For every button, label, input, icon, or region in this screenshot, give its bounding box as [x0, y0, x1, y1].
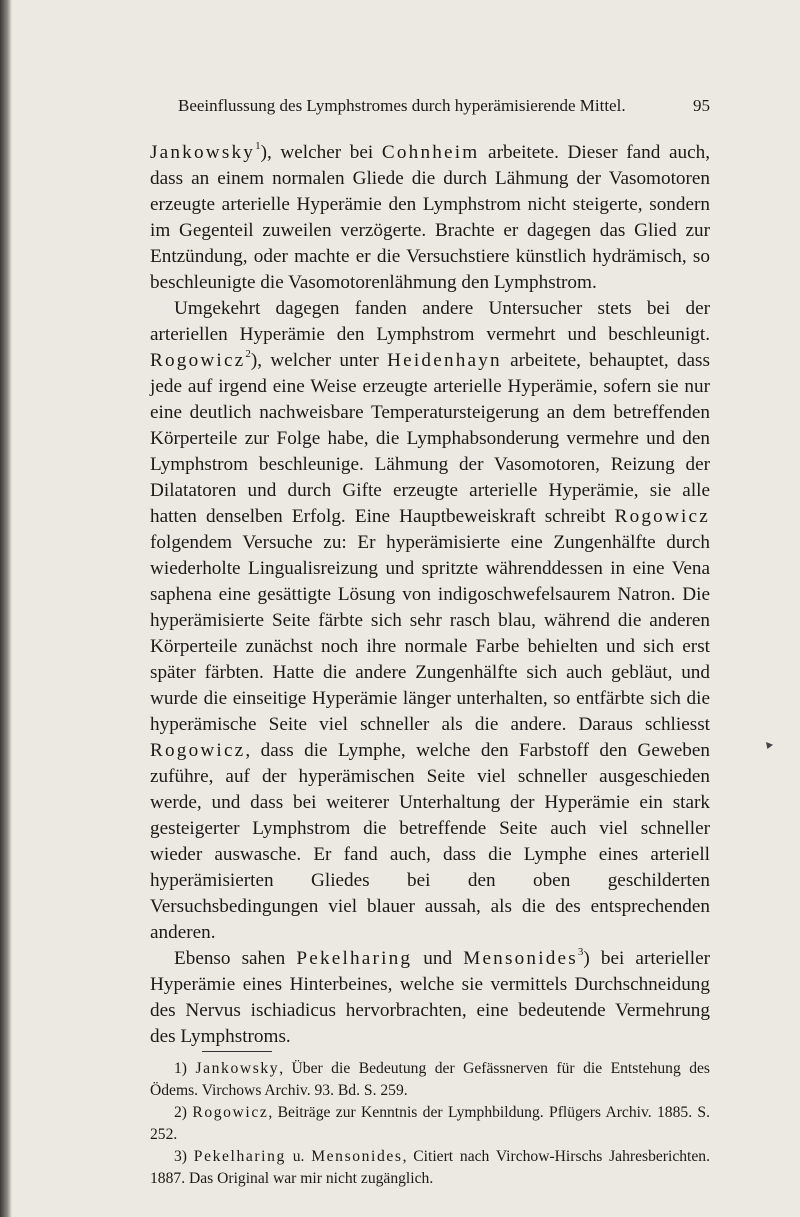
- author-name: Heidenhayn: [387, 350, 502, 371]
- footnote: [150, 1058, 710, 1102]
- text-run: Ebenso sahen: [174, 948, 297, 969]
- footnotes: [150, 1058, 710, 1190]
- author-name: Jankowsky: [195, 1060, 280, 1077]
- text-run: arbeitete, behauptet, dass jede auf irgend eine Weise erzeugte arterielle Hyperämie, sofern sie nur eine deutlich nachweisbare Temperatursteigerung an dem betreffenden Körperteile zur Folge habe, die Lymphabsonderung vermehre und den Lymphstrom beschleunige. Lähmung der Vasomotoren, Reizung der Dilatatoren und durch Gifte erzeugte arterielle Hyperämie, sie alle hatten denselben Erfolg. Eine Hauptbeweiskraft schreibt: [150, 350, 710, 527]
- author-name: Rogowicz: [614, 506, 710, 527]
- text-run: ), welcher bei: [260, 142, 382, 163]
- scan-speck: [766, 742, 773, 749]
- text-run: , Beiträge zur Kenntnis der Lymphbildung. Pflügers Archiv. 1885. S. 252.: [150, 1104, 711, 1143]
- text-run: und: [412, 948, 464, 969]
- author-name: Rogowicz: [150, 740, 246, 761]
- footnote: [150, 1102, 710, 1146]
- footnote-marker: 2: [245, 347, 251, 360]
- footnote-marker: 3: [577, 945, 584, 958]
- author-name: Cohnheim: [381, 142, 480, 163]
- text-run: 3): [174, 1148, 194, 1165]
- author-name: Mensonides: [311, 1148, 403, 1165]
- text-run: arbeitete. Dieser fand auch, dass an einem normalen Gliede die durch Lähmung der Vasomotoren erzeugte arterielle Hyperämie den Lymphstrom nicht steigerte, sondern im Gegenteil zuweilen verzögerte. Brachte er dagegen das Glied zur Entzündung, oder machte er die Versuchstiere künstlich hydrämisch, so beschleunigte die Vasomotorenlähmung den Lymphstrom.: [150, 142, 710, 293]
- paragraph: [150, 946, 710, 1050]
- text-run: , Über die Bedeutung der Gefässnerven für die Entstehung des Ödems. Virchows Archiv. 93. Bd. S. 259.: [150, 1060, 711, 1099]
- author-name: Pekelharing: [296, 948, 413, 969]
- author-name: Jankowsky: [150, 142, 256, 163]
- text-run: , Citiert nach Virchow-Hirschs Jahresberichten. 1887. Das Original war mir nicht zugänglich.: [150, 1148, 710, 1187]
- running-title: Beeinflussung des Lymphstromes durch hyperämisierende Mittel.: [178, 96, 626, 115]
- text-run: 1): [174, 1060, 196, 1077]
- author-name: Pekelharing: [193, 1148, 286, 1165]
- text-run: 2): [174, 1104, 193, 1121]
- page-binding-edge: [0, 0, 12, 1217]
- footnote-separator: [202, 1051, 272, 1052]
- text-run: ), welcher unter: [250, 350, 388, 371]
- text-run: folgendem Versuche zu: Er hyperämisierte eine Zungenhälfte durch wiederholte Lingualisreizung und spritzte währenddessen in eine Vena saphena eine gesättigte Lösung von indigoschwefelsaurem Natron. Die hyperämisierte Seite färbte sich sehr rasch blau, während die anderen Körperteile zunächst noch ihre normale Farbe behielten und sich erst später färbten. Hatte die andere Zungenhälfte sich auch gebläut, und wurde die einseitige Hyperämie länger unterhalten, so entfärbte sich die hyperämische Seite viel schneller als die andere. Daraus schliesst: [150, 532, 710, 735]
- text-run: ) bei arterieller Hyperämie eines Hinterbeines, welche sie vermittels Durchschneidung des Nervus ischiadicus hervorbrachten, eine bedeutende Vermehrung des Lymphstroms.: [150, 948, 710, 1047]
- footnote: [150, 1146, 710, 1190]
- footnote-marker: 1: [255, 139, 261, 152]
- text-run: u.: [285, 1148, 312, 1165]
- author-name: Mensonides: [463, 948, 578, 969]
- page-number: 95: [693, 96, 710, 115]
- author-name: Rogowicz: [150, 350, 246, 371]
- body-text: [150, 140, 710, 1050]
- paragraph: [150, 296, 710, 946]
- paragraph: [150, 140, 710, 296]
- author-name: Rogowicz: [192, 1104, 269, 1121]
- text-run: Umgekehrt dagegen fanden andere Untersucher stets bei der arteriellen Hyperämie den Lymphstrom vermehrt und beschleunigt.: [150, 298, 710, 345]
- text-run: , dass die Lymphe, welche den Farbstoff den Geweben zuführe, auf der hyperämischen Seite viel schneller ausgeschieden werde, und dass bei weiterer Unterhaltung der Hyperämie ein stark gesteigerter Lymphstrom die betreffende Seite auch viel schneller wieder auswasche. Er fand auch, dass die Lymphe eines arteriell hyperämisierten Gliedes bei den oben geschilderten Versuchsbedingungen viel blauer aussah, als die des entsprechenden anderen.: [150, 740, 710, 943]
- running-header: [150, 96, 710, 118]
